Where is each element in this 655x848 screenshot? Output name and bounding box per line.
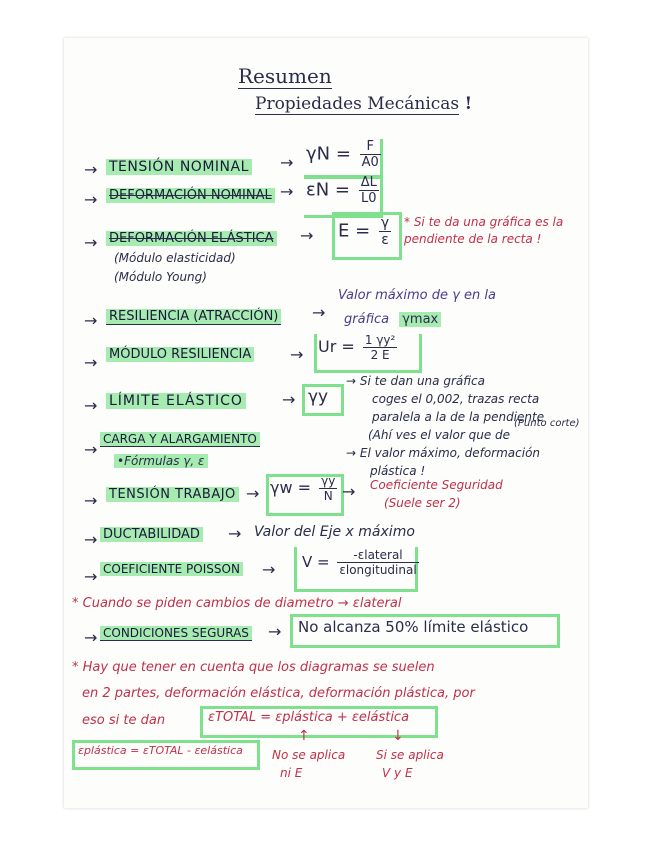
ductabilidad-label: DUCTABILIDAD (100, 527, 203, 542)
subtitle-mark: ! (464, 94, 473, 114)
limite-elastico-d1-text: Si te dan una gráfica (359, 374, 485, 388)
down-arrow-si-aplica: ↓ (392, 728, 404, 744)
formula-numerator: 1 γy² (364, 333, 396, 347)
formula-plastica: εplástica = εTOTAL - εelástica (78, 744, 243, 757)
row-arrow: → (342, 482, 356, 501)
row-arrow: → (84, 491, 98, 510)
formula-symbol: E = (338, 220, 371, 242)
formula-denominator: A0 (361, 155, 379, 170)
formula-denominator: N (323, 489, 333, 503)
row-arrow: → (84, 353, 98, 372)
formula-denominator: 2 E (370, 348, 390, 362)
resiliencia-desc1: Valor máximo de γ en la (338, 288, 496, 303)
modulo-resiliencia-label: MÓDULO RESILIENCIA (106, 347, 254, 362)
tension-trabajo-d2: (Suele ser 2) (384, 496, 461, 510)
deformacion-elastica-label: DEFORMACIÓN ELÁSTICA (106, 231, 277, 246)
tension-trabajo-label: TENSIÓN TRABAJO (106, 487, 239, 502)
row-arrow: → (84, 567, 98, 586)
deformacion-elastica-note1: (Módulo elasticidad) (114, 251, 236, 265)
ni-e: ni E (280, 766, 303, 780)
ductabilidad-desc: Valor del Eje x máximo (254, 524, 415, 540)
carga-label: CARGA Y ALARGAMIENTO (100, 432, 260, 447)
nota-diametro: * Cuando se piden cambios de diametro → εlateral (72, 596, 402, 611)
v-y-e: V y E (382, 766, 413, 780)
tension-trabajo-formula (270, 474, 337, 503)
row-arrow: → (84, 160, 98, 179)
deformacion-elastica-formula (338, 215, 391, 248)
formula-numerator: γy (321, 474, 336, 488)
condiciones-label: CONDICIONES SEGURAS (100, 626, 252, 641)
row-arrow: → (268, 622, 282, 641)
formula-symbol: V = (302, 553, 330, 571)
tension-trabajo-d1: Coeficiente Seguridad (370, 478, 503, 492)
formula-numerator: ΔL (360, 175, 377, 190)
row-arrow: → (84, 233, 98, 252)
tension-nominal-formula (306, 139, 381, 170)
up-arrow-no-aplica: ↑ (298, 728, 310, 744)
deformacion-elastica-note2: (Módulo Young) (114, 270, 207, 284)
subtitle-text: Propiedades Mecánicas (255, 94, 460, 114)
row-arrow: → (290, 345, 304, 364)
formula-total: εTOTAL = εplástica + εelástica (208, 710, 410, 725)
resiliencia-desc2-text: gráfica (344, 312, 390, 327)
formula-numerator: -εlateral (337, 548, 418, 563)
row-arrow: → (228, 524, 242, 543)
row-arrow: → (84, 530, 98, 549)
carga-d2: plástica ! (370, 464, 426, 478)
deformacion-elastica-side-note: * Si te da una gráfica es la pendiente de la recta ! (404, 215, 564, 246)
formula-numerator: γ (380, 215, 390, 231)
row-arrow: → (346, 374, 357, 388)
poisson-formula (302, 548, 419, 577)
limite-elastico-d5: (Punto corte) (514, 418, 580, 429)
row-arrow: → (280, 153, 294, 172)
limite-elastico-d1 (346, 374, 485, 388)
formula-symbol: γw = (270, 478, 312, 497)
row-arrow: → (282, 390, 296, 409)
limite-elastico-d2: coges el 0,002, trazas recta (372, 392, 540, 406)
deformacion-nominal-formula (306, 175, 379, 206)
formula-numerator: F (360, 139, 381, 155)
limite-elastico-d4: (Ahí ves el valor que de (368, 428, 511, 442)
resiliencia-gamma-max: γmax (399, 312, 441, 327)
page-title: Resumen (238, 64, 332, 88)
row-arrow: → (84, 396, 98, 415)
page-subtitle (255, 94, 472, 114)
formula-symbol: γN = (306, 143, 351, 165)
row-arrow: → (84, 440, 98, 459)
row-arrow: → (246, 484, 260, 503)
row-arrow: → (280, 182, 294, 201)
row-arrow: → (262, 560, 276, 579)
modulo-resiliencia-formula (318, 333, 397, 362)
row-arrow: → (300, 226, 314, 245)
condiciones-desc: No alcanza 50% límite elástico (298, 618, 529, 636)
row-arrow: → (312, 303, 326, 322)
final-note-line3: eso si te dan (82, 713, 166, 728)
row-arrow: → (84, 190, 98, 209)
no-aplica: No se aplica (272, 748, 346, 762)
row-arrow: → (84, 311, 98, 330)
poisson-label: COEFICIENTE POISSON (100, 562, 243, 576)
deformacion-nominal-label: DEFORMACIÓN NOMINAL (106, 188, 275, 203)
formula-denominator: L0 (361, 191, 377, 206)
resiliencia-label: RESILIENCIA (ATRACCIÓN) (106, 309, 281, 325)
limite-elastico-label: LÍMITE ELÁSTICO (106, 393, 246, 409)
resiliencia-desc2 (344, 312, 441, 327)
limite-elastico-formula: γy (308, 387, 329, 407)
tension-nominal-label: TENSIÓN NOMINAL (106, 159, 252, 175)
final-note-line1: * Hay que tener en cuenta que los diagramas se suelen (72, 660, 435, 675)
formula-denominator: εlongitudinal (339, 563, 417, 577)
limite-elastico-d3: paralela a la de la pendiente (372, 410, 545, 424)
formula-denominator: ε (381, 232, 389, 248)
carga-sub: •Fórmulas γ, ε (114, 454, 208, 468)
carga-d1: → El valor máximo, deformación (346, 446, 541, 460)
formula-symbol: Ur = (318, 337, 355, 356)
si-aplica: Si se aplica (376, 748, 444, 762)
row-arrow: → (84, 628, 98, 647)
final-note-line2: en 2 partes, deformación elástica, deformación plástica, por (82, 686, 475, 701)
formula-symbol: εN = (306, 179, 350, 201)
